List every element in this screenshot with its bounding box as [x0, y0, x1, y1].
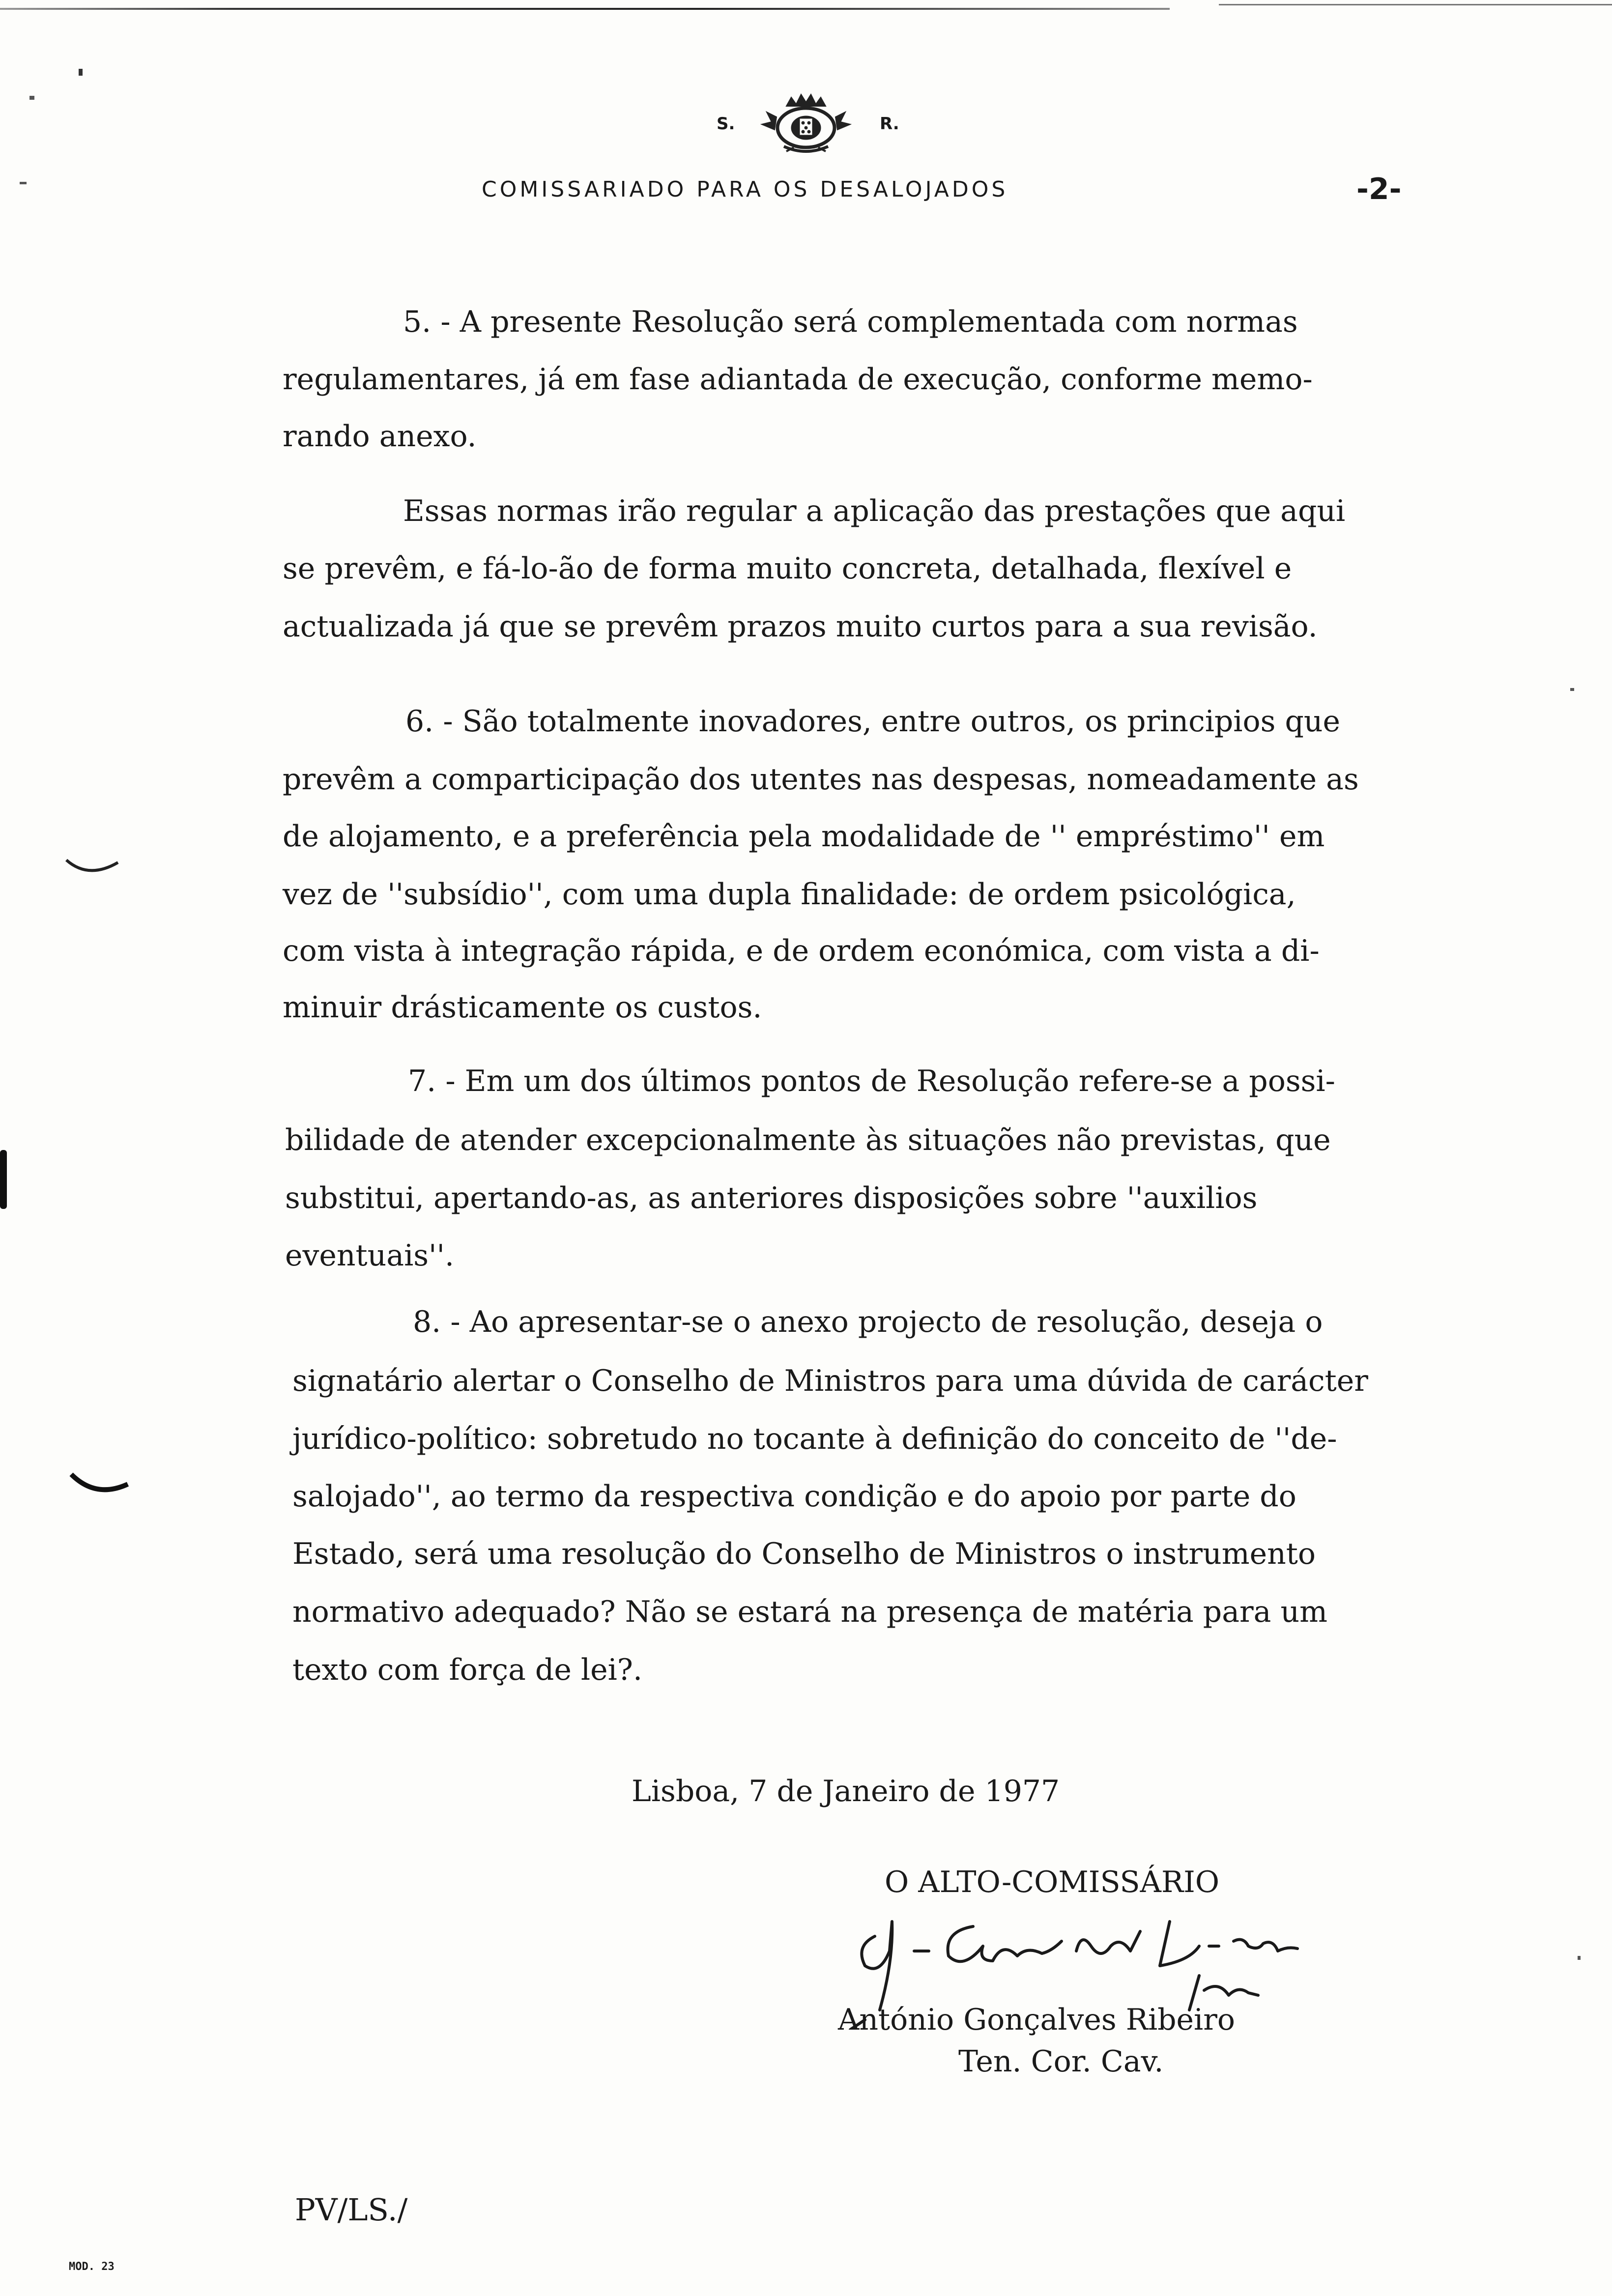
body-line: salojado'', ao termo da respectiva condição e do apoio por parte do [292, 1479, 1296, 1514]
margin-speck [29, 96, 34, 100]
reference-initials: PV/LS./ [295, 2192, 408, 2228]
margin-punch-mark [69, 1464, 133, 1504]
body-line: vez de ''subsídio'', com uma dupla finalidade: de ordem psicológica, [283, 877, 1296, 912]
form-code: MOD. 23 [69, 2261, 115, 2273]
body-line: de alojamento, e a preferência pela modalidade de '' empréstimo'' em [283, 819, 1325, 854]
body-line: 6. - São totalmente inovadores, entre outros, os principios que [405, 704, 1341, 739]
body-line: Essas normas irão regular a aplicação das prestações que aqui [403, 494, 1346, 528]
coat-of-arms-icon [757, 83, 855, 161]
margin-binding-mark [0, 1150, 7, 1209]
body-line: normativo adequado? Não se estará na presença de matéria para um [292, 1595, 1328, 1629]
margin-speck [1570, 688, 1574, 691]
header-r-initial: R. [880, 114, 899, 134]
body-line: 7. - Em um dos últimos pontos de Resolução refere-se a possi- [408, 1064, 1335, 1098]
body-line: bilidade de atender excepcionalmente às situações não previstas, que [285, 1123, 1331, 1157]
body-line: actualizada já que se prevêm prazos muito curtos para a sua revisão. [283, 609, 1318, 644]
body-line: texto com força de lei?. [292, 1653, 643, 1687]
body-line: signatário alertar o Conselho de Ministros para uma dúvida de carácter [292, 1364, 1368, 1398]
signatory-rank: Ten. Cor. Cav. [958, 2044, 1164, 2079]
body-line: minuir drásticamente os custos. [283, 990, 762, 1025]
body-line: regulamentares, já em fase adiantada de execução, conforme memo- [283, 362, 1313, 397]
signatory-title: O ALTO-COMISSÁRIO [885, 1865, 1220, 1899]
margin-speck [79, 69, 83, 76]
top-edge-rule [0, 8, 1170, 10]
top-edge-rule-right [1219, 4, 1612, 5]
header-s-initial: S. [717, 114, 735, 134]
margin-punch-mark [64, 850, 123, 885]
body-line: jurídico-político: sobretudo no tocante à definição do conceito de ''de- [292, 1422, 1337, 1456]
page-number: -2- [1356, 172, 1402, 206]
body-line: substitui, apertando-as, as anteriores disposições sobre ''auxilios [285, 1181, 1258, 1215]
margin-speck [1578, 1956, 1581, 1960]
body-line: 5. - A presente Resolução será complementada com normas [403, 305, 1298, 339]
body-line: se prevêm, e fá-lo-ão de forma muito concreta, detalhada, flexível e [283, 551, 1292, 586]
body-line: prevêm a comparticipação dos utentes nas despesas, nomeadamente as [283, 762, 1359, 797]
place-and-date: Lisboa, 7 de Janeiro de 1977 [632, 1774, 1060, 1808]
margin-speck [20, 182, 27, 184]
body-line: Estado, será uma resolução do Conselho de Ministros o instrumento [292, 1537, 1316, 1571]
body-line: eventuais''. [285, 1238, 455, 1273]
department-header: COMISSARIADO PARA OS DESALOJADOS [482, 177, 1008, 202]
signatory-name: António Gonçalves Ribeiro [838, 2003, 1236, 2037]
body-line: com vista à integração rápida, e de ordem económica, com vista a di- [283, 934, 1320, 968]
body-line: rando anexo. [283, 419, 477, 454]
body-line: 8. - Ao apresentar-se o anexo projecto de resolução, deseja o [413, 1305, 1323, 1339]
